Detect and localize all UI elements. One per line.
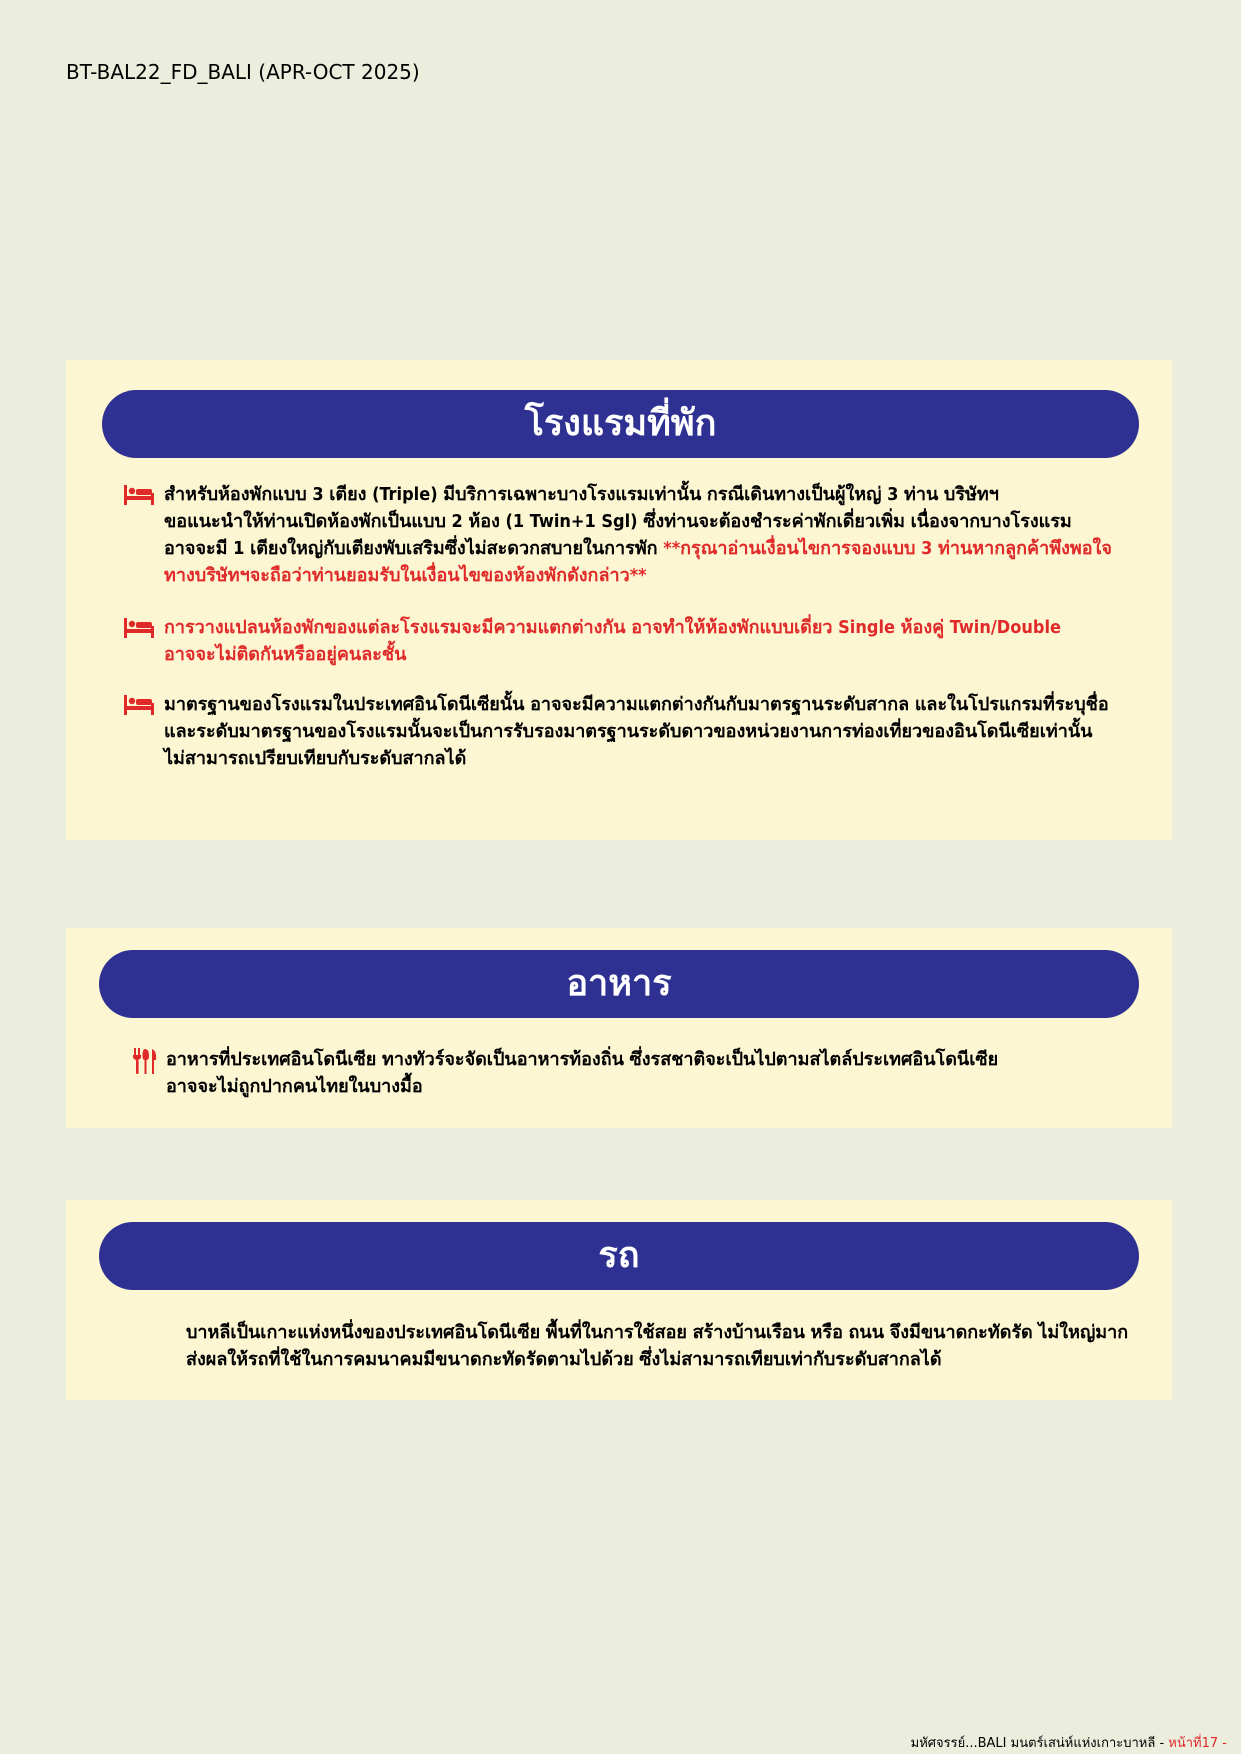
- utensils-icon: [130, 1046, 160, 1100]
- hotel-item-triple: [120, 481, 1112, 589]
- booking-condition-note: ทางบริษัทฯจะถือว่าท่านยอมรับในเงื่อนไขของห้องพักดังกล่าว**: [164, 565, 647, 586]
- text-line: มาตรฐานของโรงแรมในประเทศอินโดนีเซียนั้น อาจจะมีความแตกต่างกันกับมาตรฐานระดับสากล และในโปรแกรมที่ระบุชื่อ: [164, 694, 1109, 715]
- food-item-text: [166, 1046, 998, 1100]
- text-line: บาหลีเป็นเกาะแห่งหนึ่งของประเทศอินโดนีเซีย พื้นที่ในการใช้สอย สร้างบ้านเรือน หรือ ถนน จึงมีขนาดกะทัดรัด ไม่ใหญ่มาก: [186, 1322, 1129, 1343]
- text-line: อาจจะไม่ถูกปากคนไทยในบางมื้อ: [166, 1076, 423, 1097]
- car-banner: รถ: [99, 1222, 1139, 1290]
- food-item: [130, 1046, 998, 1100]
- page-footer: [911, 1732, 1227, 1753]
- bed-icon: [120, 614, 158, 668]
- text-line: ส่งผลให้รถที่ใช้ในการคมนาคมมีขนาดกะทัดรัดตามไปด้วย ซึ่งไม่สามารถเทียบเท่ากับระดับสากลได้: [186, 1349, 942, 1370]
- hotel-item-text: [164, 614, 1061, 668]
- text-line: [164, 535, 1112, 562]
- text-line: สำหรับห้องพักแบบ 3 เตียง (Triple) มีบริการเฉพาะบางโรงแรมเท่านั้น กรณีเดินทางเป็นผู้ใหญ่ 3 ท่าน บริษัทฯ: [164, 484, 999, 505]
- text-line: อาหารที่ประเทศอินโดนีเซีย ทางทัวร์จะจัดเป็นอาหารท้องถิ่น ซึ่งรสชาติจะเป็นไปตามสไตล์ประเทศอินโดนีเซีย: [166, 1049, 999, 1070]
- car-item: [186, 1319, 1128, 1373]
- hotel-item-standard: [120, 691, 1109, 772]
- document-code: BT-BAL22_FD_BALI (APR-OCT 2025): [66, 60, 420, 84]
- text-line: ขอแนะนำให้ท่านเปิดห้องพักเป็นแบบ 2 ห้อง (1 Twin+1 Sgl) ซึ่งท่านจะต้องชำระค่าพักเดี่ยวเพิ่ม เนื่องจากบางโรงแรม: [164, 511, 1072, 532]
- hotel-item-text: [164, 691, 1109, 772]
- car-item-text: [186, 1319, 1128, 1373]
- text-line: และระดับมาตรฐานของโรงแรมนั้นจะเป็นการรับรองมาตรฐานระดับดาวของหน่วยงานการท่องเที่ยวของอินโดนีเซียเท่านั้น: [164, 721, 1093, 742]
- hotel-item-room-layout: [120, 614, 1061, 668]
- car-section: [66, 1200, 1172, 1400]
- bed-icon: [120, 481, 158, 589]
- footer-title: มหัศจรรย์...BALI มนตร์เสน่ห์แห่งเกาะบาหลี -: [910, 1736, 1169, 1751]
- bed-icon: [120, 691, 158, 772]
- page-number: หน้าที่17 -: [1168, 1736, 1227, 1751]
- hotel-banner: โรงแรมที่พัก: [102, 390, 1139, 458]
- text-segment: อาจจะมี 1 เตียงใหญ่กับเตียงพับเสริมซึ่งไม่สะดวกสบายในการพัก: [164, 538, 658, 559]
- text-line: การวางแปลนห้องพักของแต่ละโรงแรมจะมีความแตกต่างกัน อาจทำให้ห้องพักแบบเดี่ยว Single ห้องคู่ Twin/Double: [164, 617, 1062, 638]
- hotel-section: [66, 360, 1172, 840]
- booking-condition-note: **กรุณาอ่านเงื่อนไขการจองแบบ 3 ท่านหากลูกค้าพึงพอใจ: [663, 538, 1112, 559]
- food-banner: อาหาร: [99, 950, 1139, 1018]
- hotel-item-text: [164, 481, 1112, 589]
- text-line: อาจจะไม่ติดกันหรืออยู่คนละชั้น: [164, 644, 407, 665]
- text-line: ไม่สามารถเปรียบเทียบกับระดับสากลได้: [164, 748, 467, 769]
- food-section: [66, 928, 1172, 1128]
